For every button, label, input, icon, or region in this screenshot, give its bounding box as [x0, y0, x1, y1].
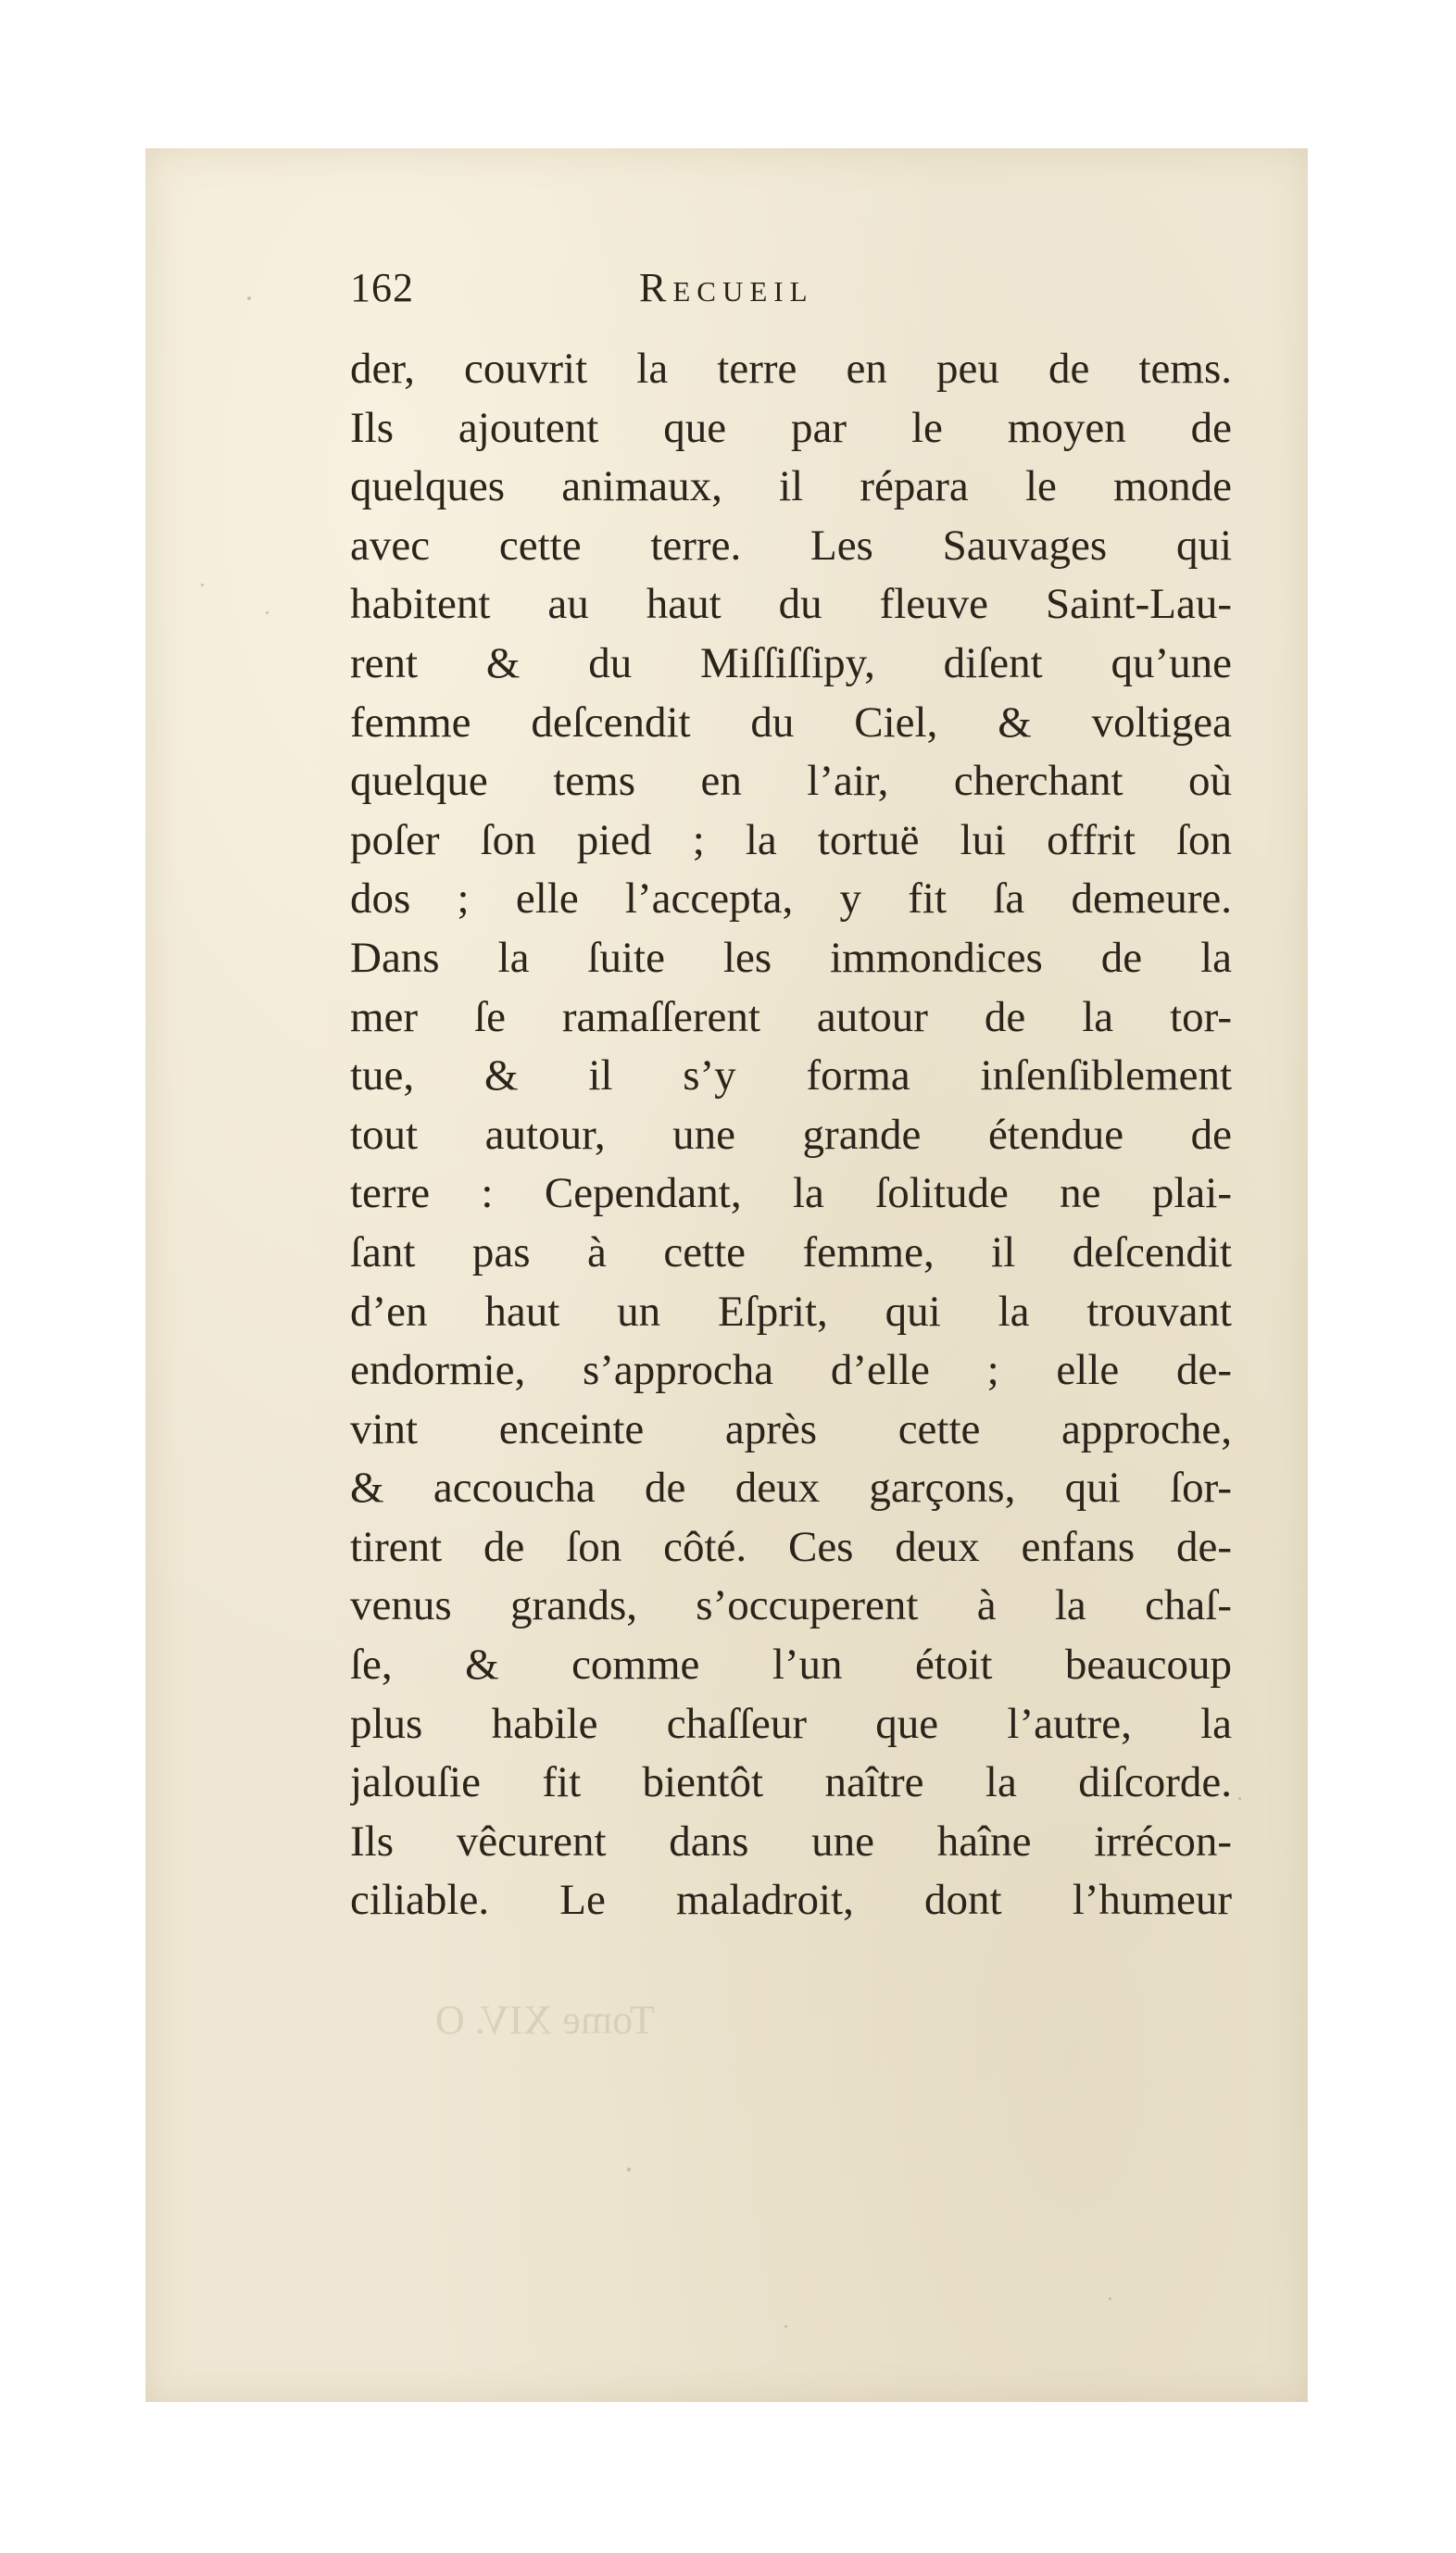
text-line: ſant pas à cette femme, il deſcendit — [350, 1227, 1232, 1276]
paper-speck — [1238, 1797, 1241, 1800]
running-title: Recueil — [639, 265, 814, 310]
bleed-through-text: Tome XIV. O — [435, 1997, 655, 2043]
text-line: femme deſcendit du Ciel, & voltigea — [350, 698, 1232, 747]
page-header — [350, 264, 1073, 331]
text-line: Ils vêcurent dans une haîne irrécon- — [350, 1817, 1232, 1866]
text-line: tue, & il s’y forma inſenſiblement — [350, 1051, 1232, 1100]
paper-speck — [627, 2168, 631, 2171]
paper-speck — [201, 584, 204, 586]
text-line: ſe, & comme l’un étoit beaucoup — [350, 1641, 1232, 1690]
text-line: mer ſe ramaſſerent autour de la tor- — [350, 992, 1232, 1041]
text-line: tout autour, une grande étendue de — [350, 1110, 1232, 1159]
text-line: jalouſie fit bientôt naître la diſcorde. — [350, 1758, 1232, 1807]
text-line: endormie, s’approcha d’elle ; elle de- — [350, 1346, 1232, 1395]
text-line: vint enceinte après cette approche, — [350, 1404, 1232, 1453]
text-line: tirent de ſon côté. Ces deux enfans de- — [350, 1522, 1232, 1571]
text-line: rent & du Miſſiſſipy, diſent qu’une — [350, 638, 1232, 687]
text-line: & accoucha de deux garçons, qui ſor- — [350, 1464, 1232, 1513]
text-line: ciliable. Le maladroit, dont l’humeur — [350, 1876, 1232, 1925]
text-line: Dans la ſuite les immondices de la — [350, 933, 1232, 982]
text-line: venus grands, s’occuperent à la chaſ- — [350, 1581, 1232, 1630]
text-line: Ils ajoutent que par le moyen de — [350, 403, 1232, 452]
text-line: quelques animaux, il répara le monde — [350, 462, 1232, 511]
text-line: avec cette terre. Les Sauvages qui — [350, 521, 1232, 570]
paper-speck — [1109, 2297, 1111, 2300]
paper-speck — [247, 296, 251, 300]
text-line: plus habile chaſſeur que l’autre, la — [350, 1699, 1232, 1748]
text-line: der, couvrit la terre en peu de tems. — [350, 345, 1232, 393]
text-line: poſer ſon pied ; la tortuë lui offrit ſon — [350, 815, 1232, 864]
text-line: d’en haut un Eſprit, qui la trouvant — [350, 1287, 1232, 1336]
page-number: 162 — [350, 265, 414, 310]
text-line: terre : Cependant, la ſolitude ne plai- — [350, 1169, 1232, 1218]
body-text — [350, 340, 1232, 1930]
text-line: habitent au haut du fleuve Saint-Lau- — [350, 580, 1232, 629]
paper-speck — [266, 611, 269, 614]
text-line: quelque tems en l’air, cherchant où — [350, 757, 1232, 806]
text-line: dos ; elle l’accepta, y fit ſa demeure. — [350, 874, 1232, 924]
paper-speck — [784, 2325, 787, 2328]
